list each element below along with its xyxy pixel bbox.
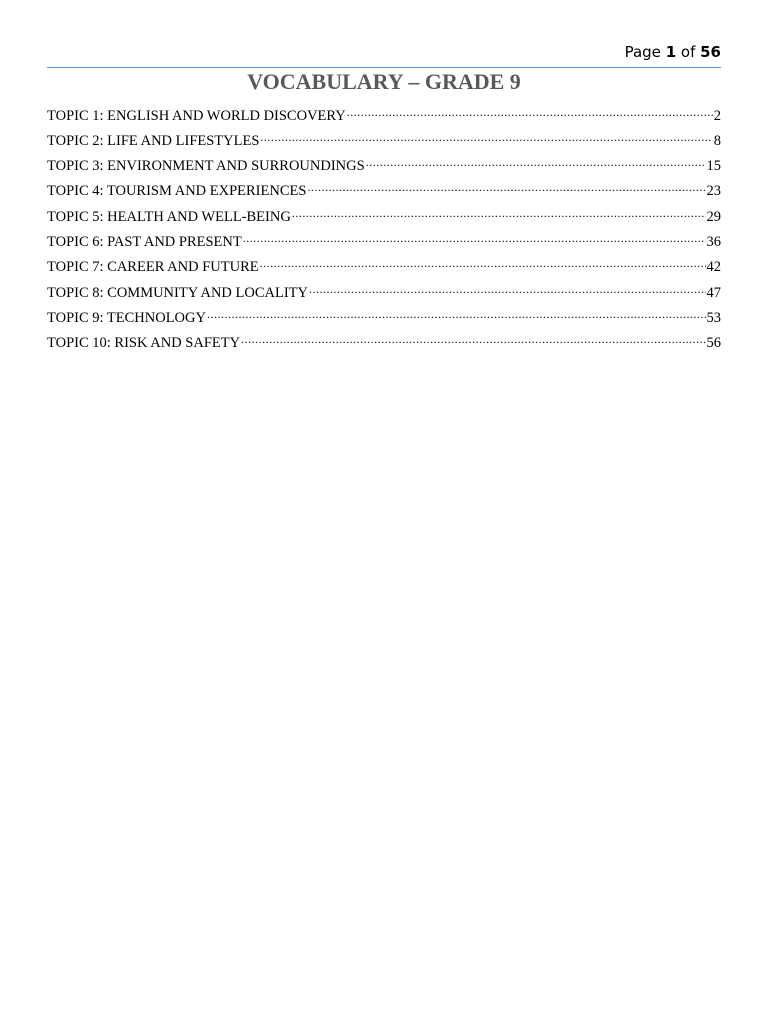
table-of-contents (47, 105, 721, 358)
current-page-number: 1 (665, 43, 677, 61)
toc-entry-topic-8[interactable] (47, 282, 721, 307)
toc-dot-leader (260, 257, 706, 272)
toc-entry-label: TOPIC 6: PAST AND PRESENT (47, 233, 242, 250)
page-prefix: Page (624, 43, 666, 61)
toc-entry-label: TOPIC 10: RISK AND SAFETY (47, 335, 241, 352)
toc-dot-leader (309, 282, 706, 297)
page-number-header (625, 42, 721, 62)
toc-entry-topic-4[interactable] (47, 181, 721, 206)
toc-entry-label: TOPIC 7: CAREER AND FUTURE (47, 259, 259, 276)
toc-entry-topic-3[interactable] (47, 156, 721, 181)
toc-entry-topic-10[interactable] (47, 333, 721, 358)
toc-entry-page: 8 (713, 132, 721, 149)
toc-entry-page: 2 (713, 107, 721, 124)
toc-entry-page: 42 (706, 259, 721, 276)
toc-dot-leader (307, 181, 705, 196)
page-of-text: of (676, 43, 701, 61)
toc-entry-page: 15 (706, 158, 721, 175)
toc-entry-label: TOPIC 5: HEALTH AND WELL-BEING (47, 208, 291, 225)
toc-dot-leader (366, 156, 706, 171)
toc-entry-label: TOPIC 3: ENVIRONMENT AND SURROUNDINGS (47, 158, 365, 175)
toc-entry-page: 23 (706, 183, 721, 200)
document-title: VOCABULARY – GRADE 9 (247, 69, 521, 94)
total-pages-number: 56 (700, 43, 721, 61)
toc-entry-page: 29 (706, 208, 721, 225)
toc-entry-label: TOPIC 1: ENGLISH AND WORLD DISCOVERY (47, 107, 346, 124)
toc-entry-topic-1[interactable] (47, 105, 721, 130)
toc-entry-page: 36 (706, 233, 721, 250)
toc-entry-page: 53 (706, 309, 721, 326)
toc-entry-topic-9[interactable] (47, 307, 721, 332)
toc-entry-label: TOPIC 2: LIFE AND LIFESTYLES (47, 132, 260, 149)
toc-entry-page: 56 (706, 335, 721, 352)
toc-entry-topic-5[interactable] (47, 206, 721, 231)
toc-entry-label: TOPIC 8: COMMUNITY AND LOCALITY (47, 284, 308, 301)
toc-entry-topic-7[interactable] (47, 257, 721, 282)
toc-dot-leader (207, 307, 706, 322)
toc-entry-topic-2[interactable] (47, 130, 721, 155)
toc-dot-leader (347, 105, 713, 120)
toc-dot-leader (292, 206, 706, 221)
toc-entry-label: TOPIC 9: TECHNOLOGY (47, 309, 206, 326)
toc-dot-leader (260, 130, 712, 145)
toc-entry-label: TOPIC 4: TOURISM AND EXPERIENCES (47, 183, 307, 200)
toc-entry-page: 47 (706, 284, 721, 301)
toc-dot-leader (243, 231, 706, 246)
toc-entry-topic-6[interactable] (47, 231, 721, 256)
toc-dot-leader (241, 333, 705, 348)
